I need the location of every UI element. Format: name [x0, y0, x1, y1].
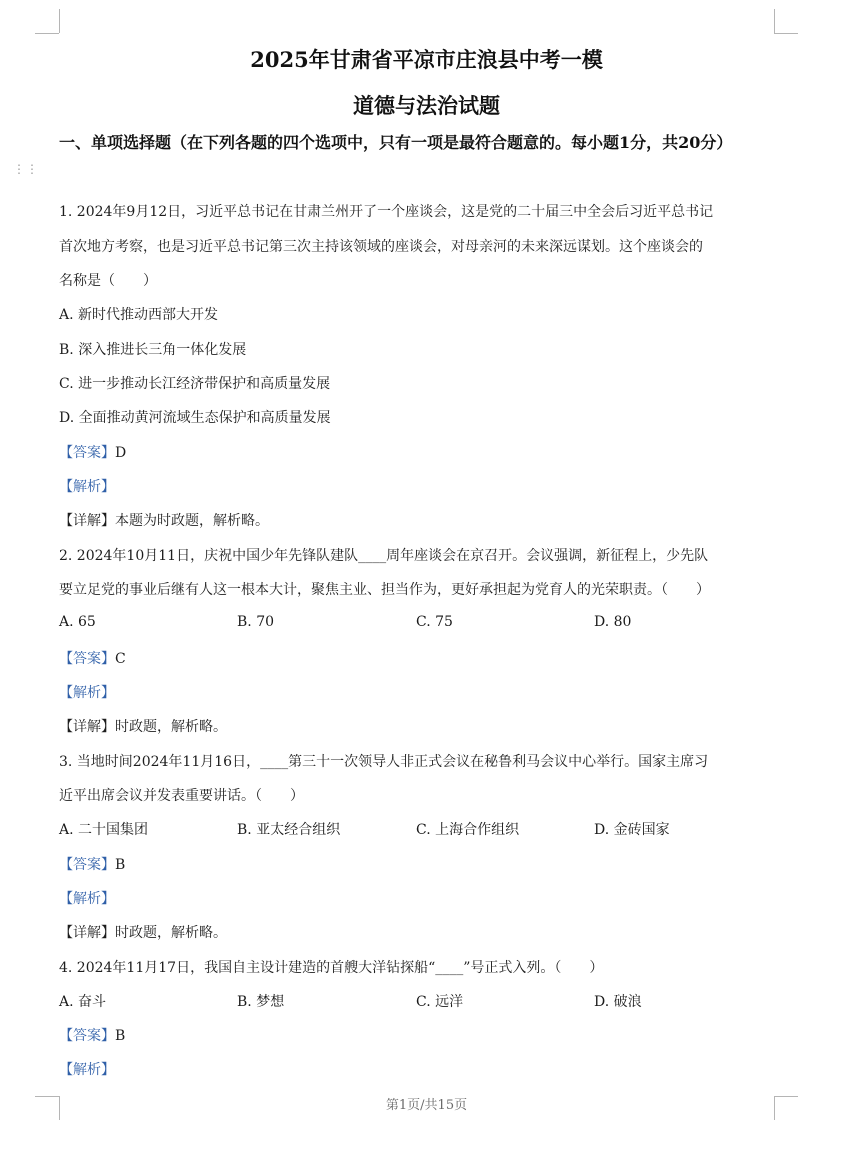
question-3-option-a: A. 二十国集团	[59, 822, 149, 838]
question-1-analysis-tag: 【解析】	[59, 479, 115, 495]
detail-tag: 【详解】	[59, 513, 115, 529]
answer-value: B	[115, 857, 126, 873]
question-1-option-a: A. 新时代推动西部大开发	[59, 307, 219, 323]
drag-handle-icon[interactable]: ⋮⋮	[13, 162, 39, 176]
question-3-stem-line: 3. 当地时间2024年11月16日，____第三十一次领导人非正式会议在秘鲁利马会议中心举行。国家主席习	[59, 754, 709, 770]
crop-mark	[774, 33, 798, 34]
page-number-footer: 第1页/共15页	[385, 1098, 468, 1113]
question-3-option-d: D. 金砖国家	[594, 822, 670, 838]
question-1-stem-line: 首次地方考察，也是习近平总书记第三次主持该领域的座谈会，对母亲河的未来深远谋划。这个座谈会的	[59, 239, 703, 255]
question-2-option-c: C. 75	[416, 614, 453, 630]
crop-mark	[59, 9, 60, 33]
question-2-option-a: A. 65	[59, 614, 96, 630]
answer-value: B	[115, 1028, 126, 1044]
answer-value: C	[115, 651, 126, 667]
question-2-option-b: B. 70	[237, 614, 275, 630]
answer-tag: 【答案】	[59, 445, 115, 461]
question-3-option-c: C. 上海合作组织	[416, 822, 520, 838]
question-4-stem-line: 4. 2024年11月17日，我国自主设计建造的首艘大洋钻探船“____”号正式入列。（ ）	[59, 960, 604, 976]
crop-mark	[774, 9, 775, 33]
question-4-answer	[59, 1025, 125, 1045]
question-4-option-c: C. 远洋	[416, 994, 464, 1010]
question-2-detail	[59, 716, 227, 736]
detail-tag: 【详解】	[59, 925, 115, 941]
question-1-option-d: D. 全面推动黄河流域生态保护和高质量发展	[59, 410, 331, 426]
question-3-option-b: B. 亚太经合组织	[237, 822, 341, 838]
question-4-option-b: B. 梦想	[237, 994, 285, 1010]
question-2-option-d: D. 80	[594, 614, 632, 630]
crop-mark	[35, 33, 59, 34]
question-1-stem-line: 1. 2024年9月12日，习近平总书记在甘肃兰州开了一个座谈会，这是党的二十届三中全会后习近平总书记	[59, 204, 714, 220]
question-2-answer	[59, 648, 126, 668]
question-1-stem-line: 名称是（ ）	[59, 273, 157, 289]
answer-tag: 【答案】	[59, 651, 115, 667]
document-subtitle: 道德与法治试题	[353, 93, 500, 118]
answer-value: D	[115, 445, 127, 461]
question-2-stem-line: 要立足党的事业后继有人这一根本大计，聚焦主业、担当作为，更好承担起为党育人的光荣职责。（ ）	[59, 582, 710, 598]
question-3-answer	[59, 854, 125, 874]
detail-text: 时政题，解析略。	[115, 719, 227, 735]
question-1-detail	[59, 510, 269, 530]
question-2-analysis-tag: 【解析】	[59, 685, 115, 701]
question-4-analysis-tag: 【解析】	[59, 1062, 115, 1078]
question-3-analysis-tag: 【解析】	[59, 891, 115, 907]
question-1-option-b: B. 深入推进长三角一体化发展	[59, 342, 247, 358]
question-1-answer	[59, 442, 126, 462]
question-2-stem-line: 2. 2024年10月11日，庆祝中国少年先锋队建队____周年座谈会在京召开。会议强调，新征程上，少先队	[59, 548, 709, 564]
detail-tag: 【详解】	[59, 719, 115, 735]
question-4-option-d: D. 破浪	[594, 994, 642, 1010]
question-3-stem-line: 近平出席会议并发表重要讲话。（ ）	[59, 788, 304, 804]
question-1-option-c: C. 进一步推动长江经济带保护和高质量发展	[59, 376, 331, 392]
question-3-detail	[59, 922, 227, 942]
answer-tag: 【答案】	[59, 1028, 115, 1044]
document-title: 2025年甘肃省平凉市庄浪县中考一模	[250, 47, 603, 72]
question-4-option-a: A. 奋斗	[59, 994, 107, 1010]
answer-tag: 【答案】	[59, 857, 115, 873]
detail-text: 本题为时政题，解析略。	[115, 513, 269, 529]
section-heading: 一、单项选择题（在下列各题的四个选项中，只有一项是最符合题意的。每小题1分，共20分）	[59, 133, 733, 152]
detail-text: 时政题，解析略。	[115, 925, 227, 941]
